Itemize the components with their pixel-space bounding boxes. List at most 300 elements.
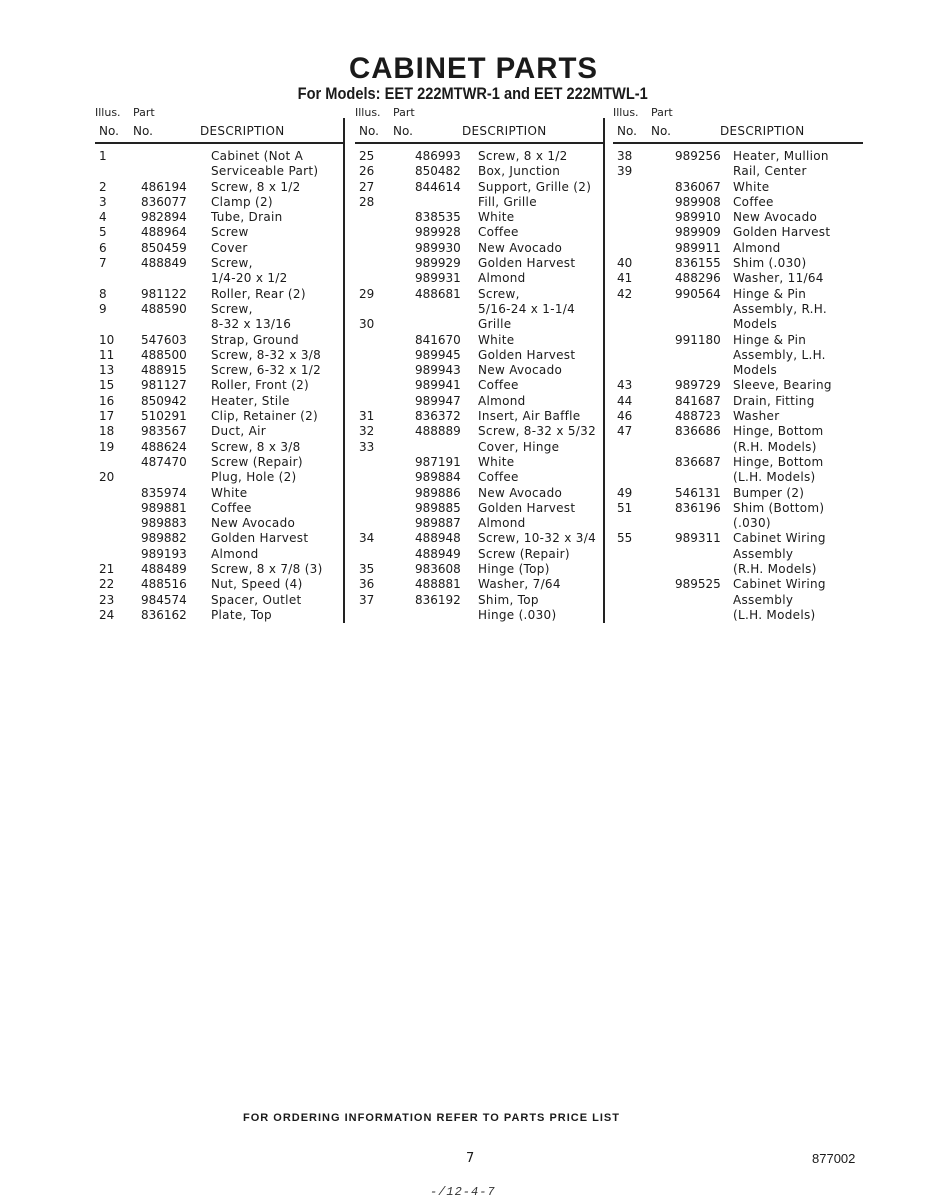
parts-row	[355, 302, 605, 317]
parts-row	[613, 363, 863, 378]
part-number: 989881	[141, 500, 187, 515]
part-number: 844614	[415, 179, 461, 194]
part-number: 488590	[141, 301, 187, 316]
part-number: 488681	[415, 286, 461, 301]
parts-row	[355, 180, 605, 195]
part-description: Cover, Hinge	[478, 439, 560, 454]
illus-number: 47	[617, 424, 633, 439]
part-description: Screw, 8 x 3/8	[211, 439, 301, 454]
part-number: 989193	[141, 546, 187, 561]
header-part: Part	[133, 106, 155, 119]
parts-row	[613, 271, 863, 286]
parts-row	[613, 225, 863, 240]
illus-number: 26	[359, 164, 375, 179]
part-description: Hinge & Pin	[733, 286, 807, 301]
part-number: 989884	[415, 470, 461, 485]
illus-number: 46	[617, 409, 633, 424]
part-number: 989943	[415, 363, 461, 378]
parts-list	[355, 149, 605, 623]
parts-row	[613, 180, 863, 195]
part-number: 487470	[141, 454, 187, 469]
part-number: 836077	[141, 194, 187, 209]
part-number: 989885	[415, 500, 461, 515]
part-description: Assembly, R.H.	[733, 301, 828, 316]
part-description: (R.H. Models)	[733, 439, 817, 454]
header-illus-no: No.	[617, 124, 637, 138]
parts-row	[613, 302, 863, 317]
part-number: 488849	[141, 256, 187, 271]
parts-row	[613, 501, 863, 516]
part-description: Heater, Stile	[211, 393, 290, 408]
part-number: 836686	[675, 424, 721, 439]
parts-column-3	[613, 106, 863, 623]
part-number: 488889	[415, 424, 461, 439]
parts-row	[613, 593, 863, 608]
part-number: 989929	[415, 256, 461, 271]
column-divider	[343, 118, 345, 623]
part-number: 486993	[415, 149, 461, 163]
header-rule	[613, 142, 863, 144]
illus-number: 17	[99, 409, 115, 424]
parts-row	[355, 271, 605, 286]
part-description: Sleeve, Bearing	[733, 378, 832, 393]
parts-row	[95, 378, 343, 393]
parts-row	[613, 256, 863, 271]
illus-number: 24	[99, 607, 115, 622]
part-number: 983608	[415, 562, 461, 577]
part-description: New Avocado	[478, 485, 563, 500]
header-illus: Illus.	[355, 106, 381, 119]
part-description: (L.H. Models)	[733, 607, 816, 622]
header-part-no: No.	[133, 124, 153, 138]
part-number: 989909	[675, 225, 721, 240]
parts-row	[355, 593, 605, 608]
part-number: 981127	[141, 378, 187, 393]
header-description: DESCRIPTION	[462, 124, 547, 138]
parts-row	[355, 501, 605, 516]
illus-number: 25	[359, 149, 375, 163]
illus-number: 39	[617, 164, 633, 179]
part-description: Coffee	[478, 378, 519, 393]
illus-number: 55	[617, 531, 633, 546]
parts-row	[613, 608, 863, 623]
parts-row	[355, 241, 605, 256]
parts-row	[613, 577, 863, 592]
part-number: 850459	[141, 240, 187, 255]
part-number: 488881	[415, 577, 461, 592]
header-rule	[355, 142, 605, 144]
parts-row	[613, 241, 863, 256]
part-description: Grille	[478, 317, 512, 332]
parts-row	[95, 302, 343, 317]
part-number: 987191	[415, 454, 461, 469]
part-description: New Avocado	[478, 363, 563, 378]
column-header	[95, 106, 343, 142]
parts-row	[355, 440, 605, 455]
part-number: 989947	[415, 393, 461, 408]
parts-row	[95, 164, 343, 179]
part-description: (.030)	[733, 516, 771, 531]
part-description: White	[733, 179, 770, 194]
part-description: Roller, Front (2)	[211, 378, 310, 393]
part-description: Golden Harvest	[478, 347, 576, 362]
part-description: New Avocado	[733, 210, 818, 225]
parts-row	[355, 424, 605, 439]
part-description: Golden Harvest	[478, 256, 576, 271]
part-number: 989525	[675, 577, 721, 592]
part-description: Washer, 11/64	[733, 271, 824, 286]
part-description: 8-32 x 13/16	[211, 317, 292, 332]
part-description: Models	[733, 363, 778, 378]
part-number: 488624	[141, 439, 187, 454]
part-number: 547603	[141, 332, 187, 347]
parts-row	[355, 486, 605, 501]
parts-row	[355, 225, 605, 240]
parts-row	[355, 149, 605, 164]
part-description: Almond	[478, 393, 526, 408]
part-description: Screw,	[211, 256, 253, 271]
illus-number: 3	[99, 194, 107, 209]
parts-row	[95, 180, 343, 195]
part-description: 1/4-20 x 1/2	[211, 271, 288, 286]
part-description: Screw, 8 x 1/2	[478, 149, 568, 163]
illus-number: 36	[359, 577, 375, 592]
part-description: Screw, 8 x 7/8 (3)	[211, 562, 323, 577]
illus-number: 18	[99, 424, 115, 439]
part-description: Cabinet (Not A	[211, 149, 304, 163]
part-description: Almond	[478, 516, 526, 531]
parts-row	[95, 608, 343, 623]
part-number: 510291	[141, 409, 187, 424]
column-header	[613, 106, 863, 142]
part-description: Assembly	[733, 546, 794, 561]
part-number: 989883	[141, 516, 187, 531]
parts-row	[95, 440, 343, 455]
part-number: 989945	[415, 347, 461, 362]
page-number: 7	[466, 1151, 475, 1166]
parts-row	[95, 562, 343, 577]
header-illus: Illus.	[95, 106, 121, 119]
part-number: 989882	[141, 531, 187, 546]
page-title: CABINET PARTS	[348, 52, 599, 85]
part-number: 981122	[141, 286, 187, 301]
parts-row	[613, 547, 863, 562]
part-number: 841687	[675, 393, 721, 408]
part-description: Clamp (2)	[211, 194, 273, 209]
illus-number: 38	[617, 149, 633, 163]
part-description: Spacer, Outlet	[211, 592, 302, 607]
part-number: 488500	[141, 347, 187, 362]
part-description: Screw	[211, 225, 249, 240]
part-description: New Avocado	[211, 516, 296, 531]
parts-row	[355, 516, 605, 531]
illus-number: 7	[99, 256, 107, 271]
parts-row	[355, 195, 605, 210]
parts-row	[95, 348, 343, 363]
part-description: Coffee	[211, 500, 252, 515]
parts-row	[355, 608, 605, 623]
illus-number: 5	[99, 225, 107, 240]
parts-row	[613, 394, 863, 409]
part-description: Almond	[211, 546, 259, 561]
part-description: Screw, 6-32 x 1/2	[211, 363, 322, 378]
illus-number: 51	[617, 500, 633, 515]
parts-row	[95, 317, 343, 332]
part-number: 488915	[141, 363, 187, 378]
header-part: Part	[393, 106, 415, 119]
header-description: DESCRIPTION	[200, 124, 285, 138]
illus-number: 20	[99, 470, 115, 485]
parts-row	[355, 333, 605, 348]
part-number: 488964	[141, 225, 187, 240]
parts-row	[613, 531, 863, 546]
parts-row	[613, 516, 863, 531]
part-number: 836687	[675, 454, 721, 469]
part-number: 850942	[141, 393, 187, 408]
part-description: Screw (Repair)	[211, 454, 303, 469]
part-number: 982894	[141, 210, 187, 225]
part-description: New Avocado	[478, 240, 563, 255]
part-number: 836067	[675, 179, 721, 194]
illus-number: 31	[359, 409, 375, 424]
header-part-no: No.	[393, 124, 413, 138]
parts-row	[95, 455, 343, 470]
part-description: Golden Harvest	[478, 500, 576, 515]
parts-row	[355, 394, 605, 409]
part-description: Models	[733, 317, 778, 332]
part-number: 989931	[415, 271, 461, 286]
illus-number: 29	[359, 286, 375, 301]
illus-number: 6	[99, 240, 107, 255]
part-number: 991180	[675, 332, 721, 347]
part-number: 841670	[415, 332, 461, 347]
part-number: 989908	[675, 194, 721, 209]
part-description: White	[478, 454, 515, 469]
part-number: 836192	[415, 592, 461, 607]
part-number: 488489	[141, 562, 187, 577]
illus-number: 4	[99, 210, 107, 225]
part-number: 850482	[415, 164, 461, 179]
part-description: Clip, Retainer (2)	[211, 409, 319, 424]
header-illus-no: No.	[99, 124, 119, 138]
part-description: White	[478, 210, 515, 225]
part-number: 989941	[415, 378, 461, 393]
part-number: 546131	[675, 485, 721, 500]
header-description: DESCRIPTION	[720, 124, 805, 138]
illus-number: 35	[359, 562, 375, 577]
illus-number: 19	[99, 439, 115, 454]
part-description: Screw,	[211, 301, 253, 316]
header-rule	[95, 142, 343, 144]
parts-column-2	[355, 106, 605, 623]
illus-number: 40	[617, 256, 633, 271]
illus-number: 2	[99, 179, 107, 194]
part-number: 984574	[141, 592, 187, 607]
part-number: 989729	[675, 378, 721, 393]
part-number: 989930	[415, 240, 461, 255]
part-description: Washer	[733, 409, 780, 424]
parts-row	[95, 225, 343, 240]
part-description: Almond	[478, 271, 526, 286]
parts-row	[613, 317, 863, 332]
parts-row	[355, 317, 605, 332]
header-illus-no: No.	[359, 124, 379, 138]
parts-row	[355, 455, 605, 470]
parts-row	[613, 424, 863, 439]
parts-row	[613, 470, 863, 485]
parts-row	[355, 348, 605, 363]
illus-number: 16	[99, 393, 115, 408]
illus-number: 43	[617, 378, 633, 393]
part-description: Heater, Mullion	[733, 149, 829, 163]
part-description: Shim (Bottom)	[733, 500, 825, 515]
illus-number: 10	[99, 332, 115, 347]
parts-row	[613, 486, 863, 501]
parts-row	[95, 424, 343, 439]
parts-row	[613, 378, 863, 393]
parts-column-1	[95, 106, 343, 623]
parts-row	[95, 531, 343, 546]
parts-row	[355, 363, 605, 378]
part-description: (R.H. Models)	[733, 562, 817, 577]
part-description: Cabinet Wiring	[733, 577, 826, 592]
part-number: 488516	[141, 577, 187, 592]
parts-row	[95, 501, 343, 516]
illus-number: 21	[99, 562, 115, 577]
illus-number: 13	[99, 363, 115, 378]
part-number: 989910	[675, 210, 721, 225]
parts-row	[95, 409, 343, 424]
part-number: 989928	[415, 225, 461, 240]
part-description: Coffee	[733, 194, 774, 209]
part-description: White	[211, 485, 248, 500]
parts-row	[355, 210, 605, 225]
illus-number: 11	[99, 347, 115, 362]
illus-number: 8	[99, 286, 107, 301]
illus-number: 23	[99, 592, 115, 607]
parts-list	[613, 149, 863, 623]
parts-row	[355, 378, 605, 393]
part-number: 488948	[415, 531, 461, 546]
parts-row	[95, 363, 343, 378]
parts-row	[355, 531, 605, 546]
part-description: Hinge (.030)	[478, 607, 557, 622]
parts-row	[613, 164, 863, 179]
parts-row	[613, 333, 863, 348]
part-description: Nut, Speed (4)	[211, 577, 303, 592]
parts-row	[95, 287, 343, 302]
part-description: 5/16-24 x 1-1/4	[478, 301, 576, 316]
part-description: Shim (.030)	[733, 256, 807, 271]
parts-row	[355, 562, 605, 577]
illus-number: 27	[359, 179, 375, 194]
header-illus: Illus.	[613, 106, 639, 119]
part-description: Bumper (2)	[733, 485, 805, 500]
page-subtitle: For Models: EET 222MTWR-1 and EET 222MTWL-1	[297, 84, 648, 103]
parts-row	[355, 577, 605, 592]
illus-number: 44	[617, 393, 633, 408]
parts-row	[95, 547, 343, 562]
part-number: 486194	[141, 179, 187, 194]
part-number: 989311	[675, 531, 721, 546]
illus-number: 37	[359, 592, 375, 607]
part-number: 836162	[141, 607, 187, 622]
parts-row	[613, 562, 863, 577]
part-description: Assembly, L.H.	[733, 347, 826, 362]
part-description: Assembly	[733, 592, 794, 607]
parts-row	[355, 470, 605, 485]
part-description: Fill, Grille	[478, 194, 537, 209]
part-description: Plate, Top	[211, 607, 272, 622]
parts-row	[95, 271, 343, 286]
parts-row	[95, 577, 343, 592]
part-description: Screw (Repair)	[478, 546, 570, 561]
parts-row	[355, 287, 605, 302]
parts-row	[613, 409, 863, 424]
part-description: Screw, 8-32 x 3/8	[211, 347, 322, 362]
part-description: Hinge, Bottom	[733, 454, 824, 469]
part-number: 989886	[415, 485, 461, 500]
illus-number: 9	[99, 301, 107, 316]
parts-row	[613, 287, 863, 302]
illus-number: 41	[617, 271, 633, 286]
parts-row	[95, 516, 343, 531]
part-description: Support, Grille (2)	[478, 179, 592, 194]
parts-row	[613, 455, 863, 470]
part-description: Coffee	[478, 470, 519, 485]
parts-row	[95, 149, 343, 164]
part-description: Plug, Hole (2)	[211, 470, 297, 485]
part-number: 488723	[675, 409, 721, 424]
part-description: Screw, 8-32 x 5/32	[478, 424, 597, 439]
part-description: Screw, 8 x 1/2	[211, 179, 301, 194]
column-header	[355, 106, 605, 142]
part-number: 838535	[415, 210, 461, 225]
parts-row	[95, 593, 343, 608]
part-description: Insert, Air Baffle	[478, 409, 581, 424]
ordering-note: FOR ORDERING INFORMATION REFER TO PARTS PRICE LIST	[243, 1112, 620, 1124]
illus-number: 34	[359, 531, 375, 546]
illus-number: 1	[99, 149, 107, 163]
parts-row	[95, 470, 343, 485]
part-number: 488949	[415, 546, 461, 561]
page-stamp: -/12-4-7	[430, 1185, 496, 1199]
part-description: Washer, 7/64	[478, 577, 561, 592]
part-description: Golden Harvest	[733, 225, 831, 240]
parts-row	[355, 409, 605, 424]
part-description: Screw,	[478, 286, 520, 301]
part-number: 836155	[675, 256, 721, 271]
part-number: 488296	[675, 271, 721, 286]
parts-row	[95, 256, 343, 271]
parts-row	[355, 256, 605, 271]
part-description: Cabinet Wiring	[733, 531, 826, 546]
parts-row	[95, 210, 343, 225]
part-description: Duct, Air	[211, 424, 266, 439]
illus-number: 33	[359, 439, 375, 454]
part-number: 983567	[141, 424, 187, 439]
part-description: Hinge, Bottom	[733, 424, 824, 439]
parts-row	[613, 149, 863, 164]
part-number: 835974	[141, 485, 187, 500]
parts-list	[95, 149, 343, 623]
part-description: Tube, Drain	[211, 210, 283, 225]
part-description: Golden Harvest	[211, 531, 309, 546]
part-description: Hinge & Pin	[733, 332, 807, 347]
parts-row	[95, 394, 343, 409]
illus-number: 42	[617, 286, 633, 301]
header-part-no: No.	[651, 124, 671, 138]
